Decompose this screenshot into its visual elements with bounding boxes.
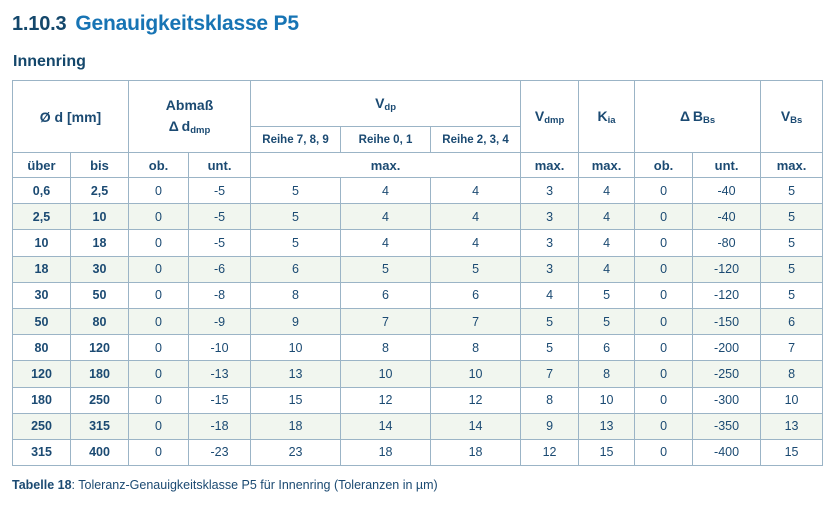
- header-kia-subscript: ia: [607, 114, 616, 126]
- header-vdmp-letter: V: [534, 107, 545, 124]
- cell-bs-ob: 0: [635, 387, 693, 413]
- cell-bs-ob: 0: [635, 204, 693, 230]
- header-vdp-subscript: dp: [384, 101, 397, 113]
- table-caption: [12, 478, 822, 492]
- cell-bis: 80: [71, 308, 129, 334]
- cell-kia: 4: [579, 178, 635, 204]
- cell-ueber: 0,6: [13, 178, 71, 204]
- header-vdp-reihe-789: Reihe 7, 8, 9: [251, 127, 341, 153]
- cell-vdp01: 4: [341, 230, 431, 256]
- table-row: [13, 178, 823, 204]
- cell-vdmp: 3: [521, 256, 579, 282]
- cell-vdp01: 14: [341, 413, 431, 439]
- cell-vdp01: 7: [341, 308, 431, 334]
- cell-vdp789: 6: [251, 256, 341, 282]
- cell-vdp01: 6: [341, 282, 431, 308]
- cell-bs-ob: 0: [635, 413, 693, 439]
- cell-vbs: 5: [761, 204, 823, 230]
- cell-vdp234: 6: [431, 282, 521, 308]
- cell-ob: 0: [129, 361, 189, 387]
- heading-title: Genauigkeitsklasse P5: [75, 12, 299, 35]
- cell-kia: 4: [579, 256, 635, 282]
- header-abmass-line2: Δ $d_{dmp}$: [168, 117, 211, 136]
- cell-bs-unt: -40: [693, 178, 761, 204]
- cell-unt: -5: [189, 204, 251, 230]
- cell-bs-ob: 0: [635, 335, 693, 361]
- cell-unt: -10: [189, 335, 251, 361]
- cell-bis: 30: [71, 256, 129, 282]
- cell-ueber: 315: [13, 439, 71, 465]
- cell-ob: 0: [129, 308, 189, 334]
- cell-vdp01: 4: [341, 178, 431, 204]
- table-row: [13, 439, 823, 465]
- header-bis: bis: [71, 153, 129, 178]
- cell-bis: 400: [71, 439, 129, 465]
- header-abmass: [129, 81, 251, 153]
- cell-vdmp: 9: [521, 413, 579, 439]
- cell-ob: 0: [129, 335, 189, 361]
- cell-vdp789: 5: [251, 204, 341, 230]
- header-vbs: [761, 81, 823, 153]
- cell-bs-ob: 0: [635, 230, 693, 256]
- cell-bs-ob: 0: [635, 178, 693, 204]
- cell-kia: 5: [579, 308, 635, 334]
- cell-ueber: 2,5: [13, 204, 71, 230]
- cell-vdp234: 4: [431, 204, 521, 230]
- cell-unt: -6: [189, 256, 251, 282]
- table-row: [13, 335, 823, 361]
- header-vdp-reihe-234: Reihe 2, 3, 4: [431, 127, 521, 153]
- cell-vdmp: 3: [521, 178, 579, 204]
- header-ueber: über: [13, 153, 71, 178]
- cell-vdp234: 8: [431, 335, 521, 361]
- cell-vdmp: 5: [521, 335, 579, 361]
- cell-bs-unt: -250: [693, 361, 761, 387]
- cell-vdp01: 18: [341, 439, 431, 465]
- header-vbs-letter: V: [780, 107, 791, 124]
- header-vbs-subscript: Bs: [790, 114, 803, 126]
- cell-vdp789: 5: [251, 230, 341, 256]
- cell-vdp01: 5: [341, 256, 431, 282]
- header-vdp-max: max.: [251, 153, 521, 178]
- header-vdp-reihe-01: Reihe 0, 1: [341, 127, 431, 153]
- cell-vbs: 5: [761, 256, 823, 282]
- cell-ob: 0: [129, 413, 189, 439]
- header-vdmp-subscript: dmp: [544, 114, 565, 126]
- cell-ueber: 180: [13, 387, 71, 413]
- cell-vdmp: 3: [521, 230, 579, 256]
- cell-vdmp: 4: [521, 282, 579, 308]
- tolerance-table: [12, 80, 823, 466]
- cell-vdp01: 12: [341, 387, 431, 413]
- cell-vbs: 15: [761, 439, 823, 465]
- header-kia-letter: K: [597, 107, 608, 124]
- cell-bs-unt: -200: [693, 335, 761, 361]
- cell-vdp789: 8: [251, 282, 341, 308]
- cell-vdp234: 7: [431, 308, 521, 334]
- cell-ob: 0: [129, 282, 189, 308]
- cell-bs-unt: -120: [693, 282, 761, 308]
- cell-vbs: 7: [761, 335, 823, 361]
- heading-number: 1.10.3: [12, 13, 67, 35]
- cell-bis: 50: [71, 282, 129, 308]
- cell-kia: 4: [579, 204, 635, 230]
- cell-vdp234: 10: [431, 361, 521, 387]
- cell-bs-unt: -40: [693, 204, 761, 230]
- table-row: [13, 387, 823, 413]
- cell-bis: 120: [71, 335, 129, 361]
- table-caption-text: : Toleranz-Genauigkeitsklasse P5 für Innenring (Toleranzen in µm): [71, 478, 438, 493]
- cell-vdp234: 5: [431, 256, 521, 282]
- cell-bis: 2,5: [71, 178, 129, 204]
- cell-vdp789: 5: [251, 178, 341, 204]
- cell-vdp789: 9: [251, 308, 341, 334]
- cell-vdmp: 8: [521, 387, 579, 413]
- table-row: [13, 230, 823, 256]
- table-row: [13, 308, 823, 334]
- cell-vdp789: 13: [251, 361, 341, 387]
- cell-bs-unt: -400: [693, 439, 761, 465]
- header-kia-max: max.: [579, 153, 635, 178]
- cell-vbs: 13: [761, 413, 823, 439]
- cell-vdp01: 8: [341, 335, 431, 361]
- cell-vdp789: 15: [251, 387, 341, 413]
- section-subheading: Innenring: [13, 53, 86, 70]
- header-abmass-subscript: dmp: [190, 124, 211, 136]
- cell-ueber: 18: [13, 256, 71, 282]
- cell-bis: 180: [71, 361, 129, 387]
- header-vdp-letter: V: [375, 94, 385, 111]
- cell-bis: 18: [71, 230, 129, 256]
- table-row: [13, 361, 823, 387]
- cell-vdmp: 3: [521, 204, 579, 230]
- cell-bs-unt: -300: [693, 387, 761, 413]
- cell-vdmp: 5: [521, 308, 579, 334]
- header-vdmp: [521, 81, 579, 153]
- cell-unt: -13: [189, 361, 251, 387]
- cell-vdp234: 4: [431, 230, 521, 256]
- cell-ob: 0: [129, 178, 189, 204]
- cell-vdp234: 18: [431, 439, 521, 465]
- cell-vdp789: 10: [251, 335, 341, 361]
- cell-vdp789: 23: [251, 439, 341, 465]
- header-bs-unt: unt.: [693, 153, 761, 178]
- cell-unt: -8: [189, 282, 251, 308]
- table-row: [13, 256, 823, 282]
- header-diameter: Ø d [mm]: [13, 81, 129, 153]
- header-vbs-max: max.: [761, 153, 823, 178]
- header-delta-bs: Δ $B_{Bs}$: [635, 81, 761, 153]
- cell-vbs: 5: [761, 282, 823, 308]
- cell-kia: 4: [579, 230, 635, 256]
- cell-bs-ob: 0: [635, 282, 693, 308]
- header-vdmp-max: max.: [521, 153, 579, 178]
- header-vdp: [251, 81, 521, 127]
- cell-ob: 0: [129, 387, 189, 413]
- cell-ueber: 250: [13, 413, 71, 439]
- header-delta-bs-subscript: Bs: [702, 114, 716, 126]
- cell-bis: 10: [71, 204, 129, 230]
- cell-bs-unt: -80: [693, 230, 761, 256]
- cell-unt: -5: [189, 178, 251, 204]
- cell-vdp234: 12: [431, 387, 521, 413]
- table-head: [13, 81, 823, 178]
- table-row: [13, 204, 823, 230]
- cell-ob: 0: [129, 230, 189, 256]
- cell-ob: 0: [129, 204, 189, 230]
- cell-bs-ob: 0: [635, 361, 693, 387]
- cell-ueber: 30: [13, 282, 71, 308]
- cell-vbs: 5: [761, 178, 823, 204]
- table-row: [13, 413, 823, 439]
- cell-ueber: 10: [13, 230, 71, 256]
- header-kia: [579, 81, 635, 153]
- page-heading: [12, 12, 822, 36]
- header-ob: ob.: [129, 153, 189, 178]
- cell-vdp234: 4: [431, 178, 521, 204]
- cell-vbs: 6: [761, 308, 823, 334]
- cell-vdp789: 18: [251, 413, 341, 439]
- header-row-top: [13, 81, 823, 127]
- cell-unt: -18: [189, 413, 251, 439]
- header-row-sub: [13, 153, 823, 178]
- cell-unt: -15: [189, 387, 251, 413]
- cell-bis: 250: [71, 387, 129, 413]
- cell-ueber: 50: [13, 308, 71, 334]
- cell-bs-unt: -350: [693, 413, 761, 439]
- cell-bs-unt: -120: [693, 256, 761, 282]
- header-abmass-line1: Abmaß: [165, 97, 214, 114]
- table-caption-label: Tabelle 18: [12, 478, 72, 493]
- cell-vdp01: 4: [341, 204, 431, 230]
- cell-kia: 8: [579, 361, 635, 387]
- cell-bs-ob: 0: [635, 308, 693, 334]
- cell-vbs: 10: [761, 387, 823, 413]
- cell-bs-unt: -150: [693, 308, 761, 334]
- cell-unt: -9: [189, 308, 251, 334]
- cell-vbs: 5: [761, 230, 823, 256]
- cell-ob: 0: [129, 256, 189, 282]
- header-unt: unt.: [189, 153, 251, 178]
- cell-bs-ob: 0: [635, 256, 693, 282]
- cell-ob: 0: [129, 439, 189, 465]
- header-bs-ob: ob.: [635, 153, 693, 178]
- cell-bis: 315: [71, 413, 129, 439]
- cell-kia: 10: [579, 387, 635, 413]
- cell-unt: -5: [189, 230, 251, 256]
- cell-kia: 5: [579, 282, 635, 308]
- cell-kia: 15: [579, 439, 635, 465]
- cell-ueber: 120: [13, 361, 71, 387]
- cell-vdp01: 10: [341, 361, 431, 387]
- table-body: [13, 178, 823, 466]
- cell-vdmp: 7: [521, 361, 579, 387]
- cell-kia: 6: [579, 335, 635, 361]
- cell-unt: -23: [189, 439, 251, 465]
- cell-vdmp: 12: [521, 439, 579, 465]
- cell-kia: 13: [579, 413, 635, 439]
- cell-ueber: 80: [13, 335, 71, 361]
- cell-vbs: 8: [761, 361, 823, 387]
- table-row: [13, 282, 823, 308]
- cell-bs-ob: 0: [635, 439, 693, 465]
- cell-vdp234: 14: [431, 413, 521, 439]
